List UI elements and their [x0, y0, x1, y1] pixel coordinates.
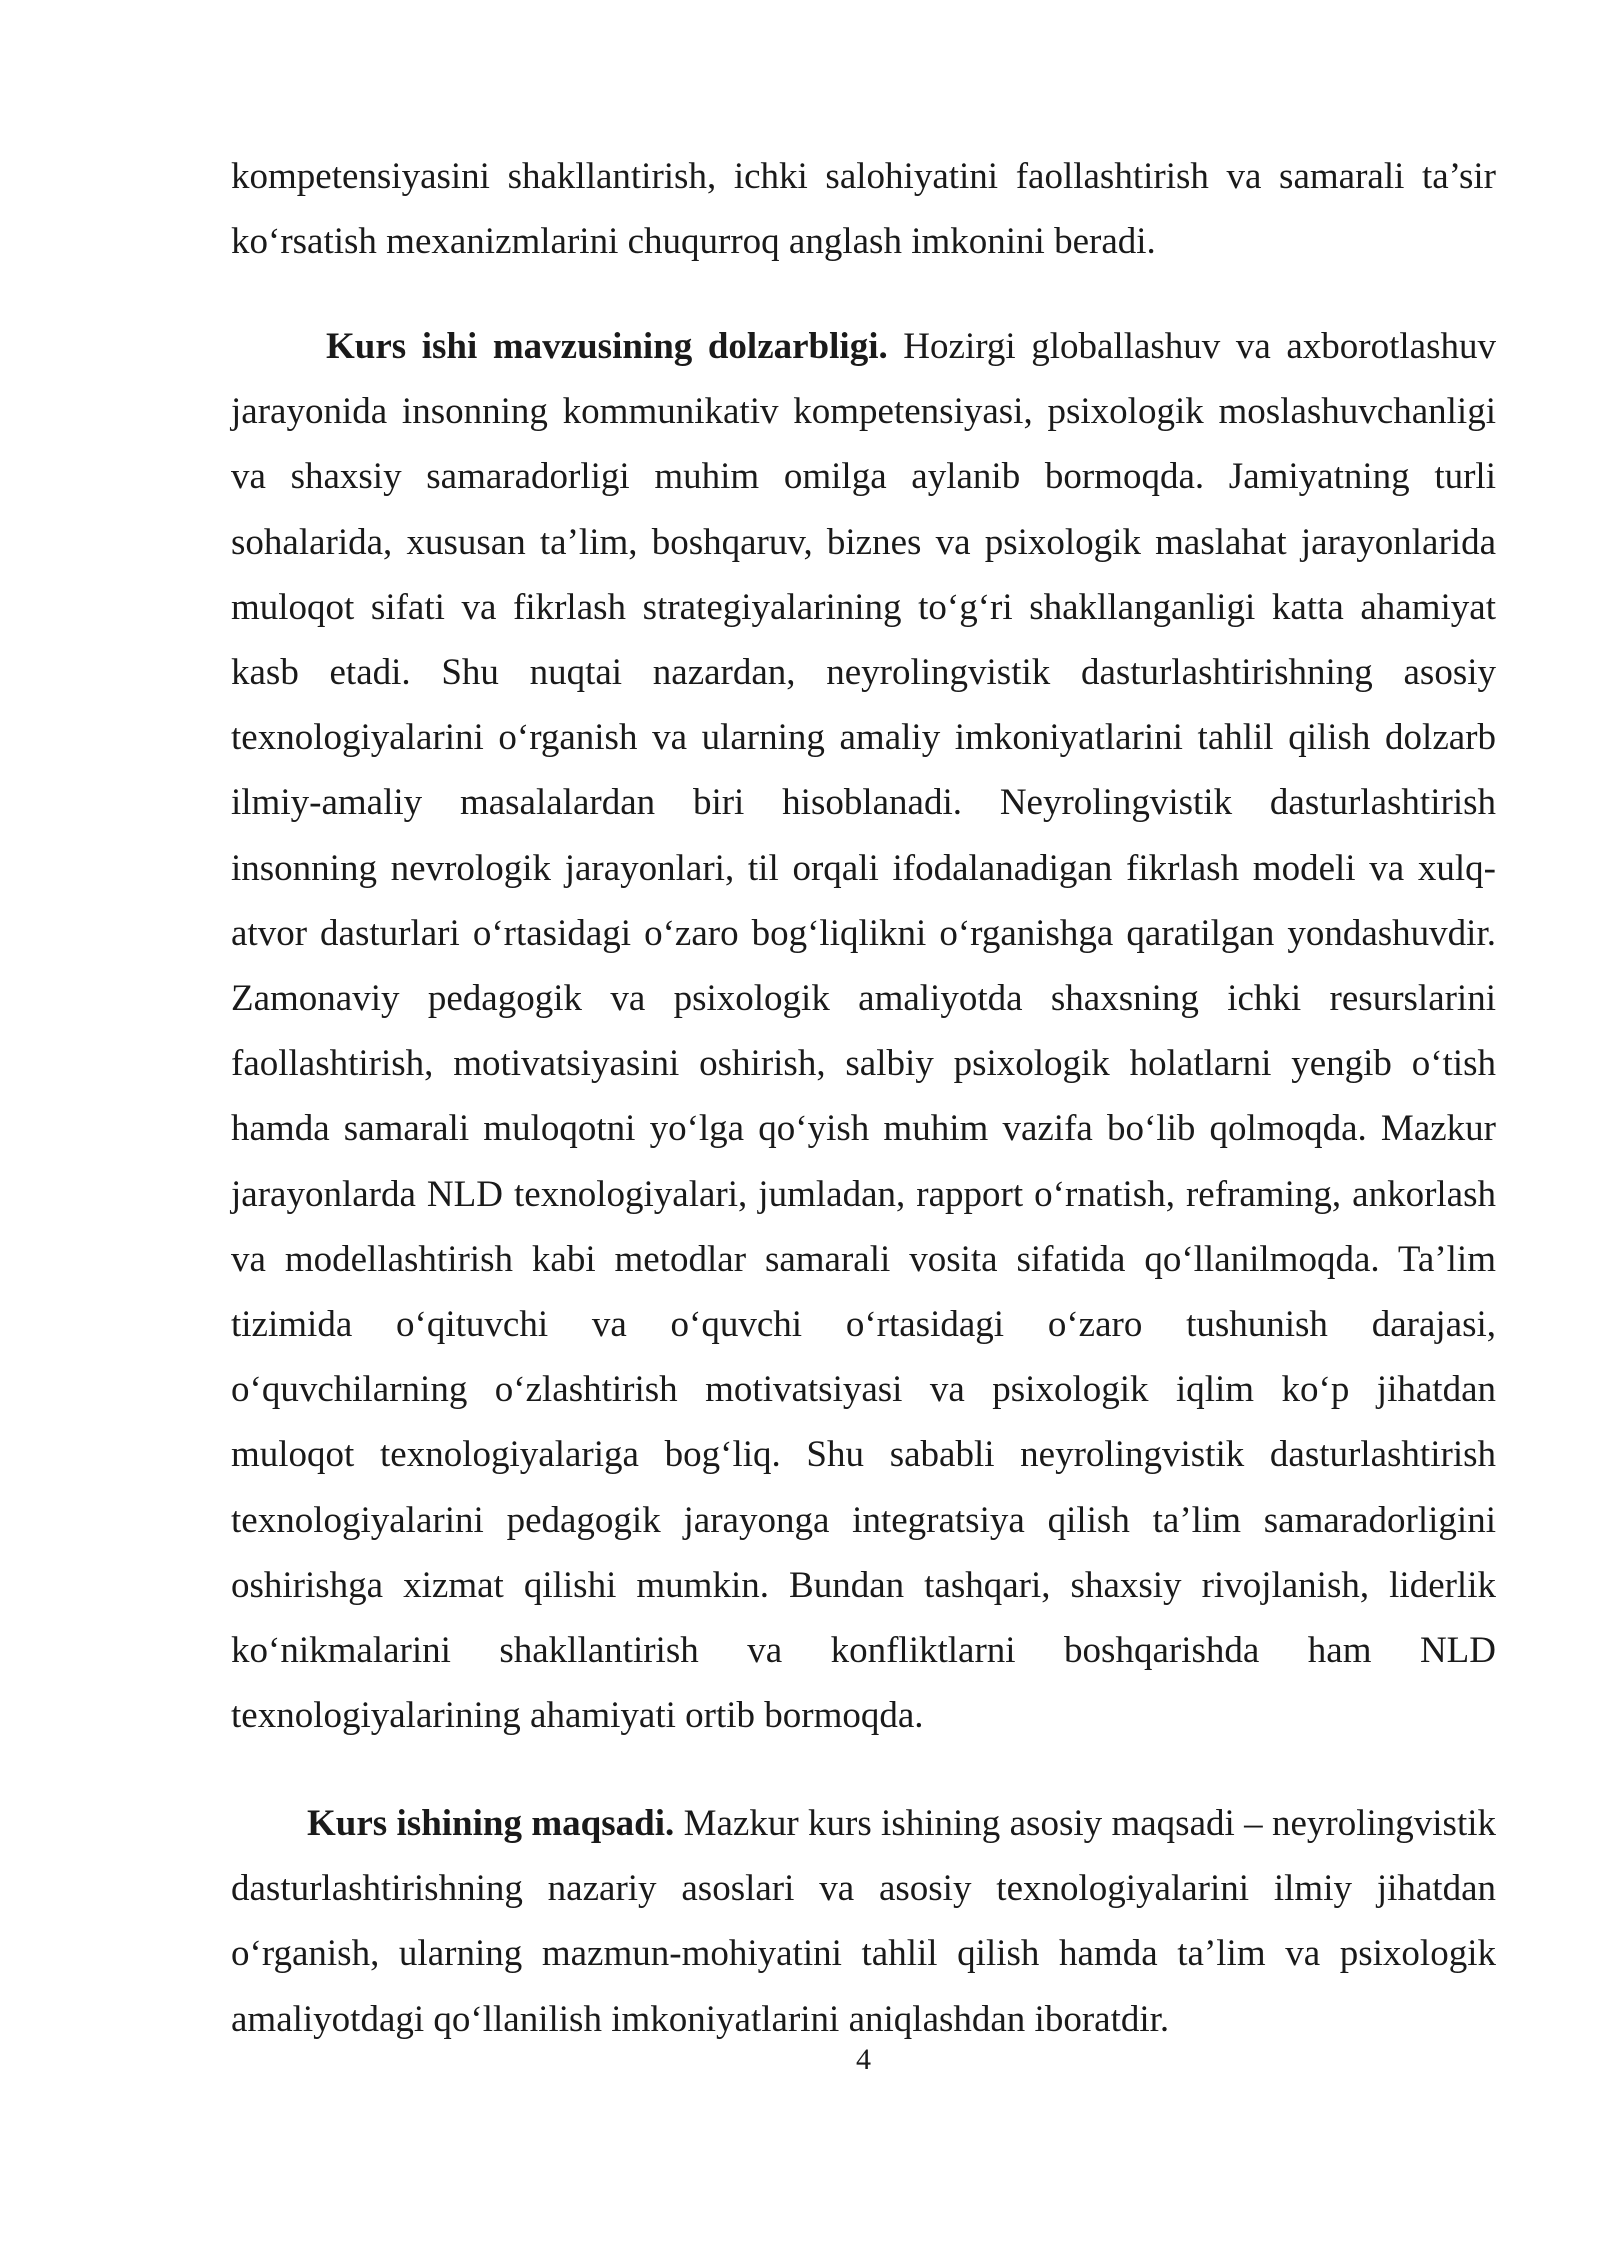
paragraph-body: Mazkur kurs ishining asosiy maqsadi – neyrolingvistik dasturlashtirishning nazariy asoslari va asosiy texnologiyalarini ilmiy jihatdan o‘rganish, ularning mazmun-mohiyatini tahlil qilish hamda ta’lim va psixologik amaliyotdagi qo‘llanilish imkoniyatlarini aniqlashdan iboratdir.: [231, 1803, 1497, 2040]
paragraph-body: kompetensiyasini shakllantirish, ichki salohiyatini faollashtirish va samarali ta’sir ko‘rsatish mexanizmlarini chuqurroq anglash imkonini beradi.: [231, 156, 1496, 263]
paragraph-heading-relevance: Kurs ishi mavzusining dolzarbligi.: [326, 326, 888, 367]
paragraph-relevance: [231, 314, 1496, 1748]
paragraph-goal: [231, 1791, 1496, 2052]
paragraph-continuation: [231, 144, 1496, 274]
paragraph-heading-goal: Kurs ishining maqsadi.: [307, 1803, 675, 1844]
paragraph-body: Hozirgi globallashuv va axborotlashuv jarayonida insonning kommunikativ kompetensiyasi, psixologik moslashuvchanligi va shaxsiy samaradorligi muhim omilga aylanib bormoqda. Jamiyatning turli sohalarida, xususan ta’lim, boshqaruv, biznes va psixologik maslahat jarayonlarida muloqot sifati va fikrlash strategiyalarining to‘g‘ri shakllanganligi katta ahamiyat kasb etadi. Shu nuqtai nazardan, neyrolingvistik dasturlashtirishning asosiy texnologiyalarini o‘rganish va ularning amaliy imkoniyatlarini tahlil qilish dolzarb ilmiy-amaliy masalalardan biri hisoblanadi. Neyrolingvistik dasturlashtirish insonning nevrologik jarayonlari, til orqali ifodalanadigan fikrlash modeli va xulq-atvor dasturlari o‘rtasidagi o‘zaro bog‘liqlikni o‘rganishga qaratilgan yondashuvdir. Zamonaviy pedagogik va psixologik amaliyotda shaxsning ichki resurslarini faollashtirish, motivatsiyasini oshirish, salbiy psixologik holatlarni yengib o‘tish hamda samarali muloqotni yo‘lga qo‘yish muhim vazifa bo‘lib qolmoqda. Mazkur jarayonlarda NLD texnologiyalari, jumladan, rapport o‘rnatish, reframing, ankorlash va modellashtirish kabi metodlar samarali vosita sifatida qo‘llanilmoqda. Ta’lim tizimida o‘qituvchi va o‘quvchi o‘rtasidagi o‘zaro tushunish darajasi, o‘quvchilarning o‘zlashtirish motivatsiyasi va psixologik iqlim ko‘p jihatdan muloqot texnologiyalariga bog‘liq. Shu sababli neyrolingvistik dasturlashtirish texnologiyalarini pedagogik jarayonga integratsiya qilish ta’lim samaradorligini oshirishga xizmat qilishi mumkin. Bundan tashqari, shaxsiy rivojlanish, liderlik ko‘nikmalarini shakllantirish va konfliktlarni boshqarishda ham NLD texnologiyalarining ahamiyati ortib bormoqda.: [231, 326, 1496, 1737]
page-number: 4: [856, 2043, 871, 2076]
